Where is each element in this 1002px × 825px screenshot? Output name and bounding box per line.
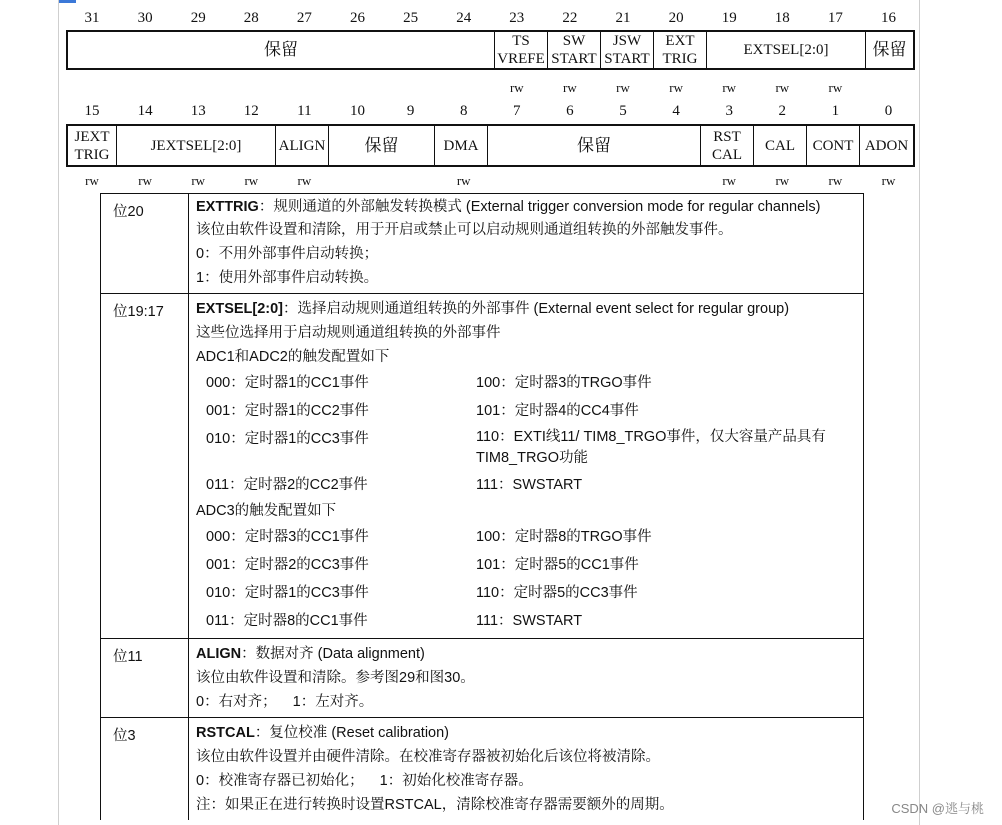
- field-exttrig: EXT TRIG: [653, 32, 706, 68]
- bit-number: 7: [513, 103, 521, 119]
- desc-content: [189, 194, 863, 293]
- desc-field-name: RSTCAL: [196, 725, 255, 741]
- bit-number: 3: [725, 103, 733, 119]
- bit-number: 30: [137, 10, 153, 26]
- bit-number: 5: [619, 103, 627, 119]
- bit-number: 1: [831, 103, 840, 119]
- trigger-option: 100：定时器3的TRGO事件: [476, 375, 652, 391]
- field-rstcal: RST CAL: [700, 126, 753, 165]
- field-swstart: SW START: [547, 32, 600, 68]
- field-reserved-7-4: 保留: [487, 126, 700, 165]
- field-reserved-16: 保留: [865, 32, 913, 68]
- access-rw: rw: [669, 80, 683, 95]
- trigger-option: 000：定时器3的CC1事件: [206, 529, 369, 545]
- desc-text: 0：校准寄存器已初始化； 1：初始化校准寄存器。: [196, 773, 533, 789]
- desc-text: 0：不用外部事件启动转换；: [196, 246, 379, 262]
- register-upper-half: [66, 30, 915, 70]
- bit-number: 16: [881, 10, 896, 26]
- trigger-option: 110：定时器5的CC3事件: [476, 585, 638, 601]
- desc-text: 1：使用外部事件启动转换。: [196, 270, 379, 286]
- bit-number: 27: [296, 10, 312, 26]
- access-rw: rw: [828, 173, 843, 188]
- bit-number: 17: [827, 10, 843, 26]
- desc-row-align: [101, 639, 863, 718]
- desc-row-exttrig: [101, 193, 863, 294]
- access-rw: rw: [722, 173, 737, 188]
- desc-title: ：数据对齐 (Data alignment): [241, 646, 425, 662]
- desc-text: 这些位选择用于启动规则通道组转换的外部事件: [196, 325, 501, 341]
- field-adon: ADON: [859, 126, 913, 165]
- access-rw: rw: [138, 173, 152, 188]
- register-lower-half: [66, 124, 915, 167]
- field-align: ALIGN: [275, 126, 328, 165]
- access-rw: rw: [509, 80, 524, 95]
- field-tsvrefe: TS VREFE: [494, 32, 547, 68]
- trigger-option: 001：定时器1的CC2事件: [206, 403, 369, 419]
- field-dma: DMA: [434, 126, 487, 165]
- trigger-option: 011：定时器8的CC1事件: [206, 613, 368, 629]
- access-rw: rw: [828, 80, 843, 95]
- field-extsel: EXTSEL[2:0]: [706, 32, 865, 68]
- bit-number: 10: [350, 103, 365, 119]
- desc-content: [189, 639, 863, 717]
- desc-bit-label: 位3: [101, 718, 189, 820]
- access-rw: rw: [297, 173, 312, 188]
- field-jextsel: JEXTSEL[2:0]: [116, 126, 275, 165]
- bit-number: 0: [884, 103, 893, 119]
- upper-access-row: [66, 80, 915, 96]
- access-rw: rw: [456, 173, 471, 188]
- access-rw: rw: [563, 80, 577, 95]
- access-rw: rw: [775, 80, 790, 95]
- desc-text: 0：右对齐； 1：左对齐。: [196, 694, 374, 710]
- bit-number: 22: [562, 10, 578, 26]
- field-cal: CAL: [753, 126, 806, 165]
- bit-number: 23: [509, 10, 525, 26]
- bit-number: 26: [350, 10, 365, 26]
- desc-field-name: ALIGN: [196, 646, 242, 662]
- bit-number: 21: [615, 10, 631, 26]
- desc-text: 该位由软件设置和清除。参考图29和图30。: [196, 670, 475, 686]
- bit-number: 2: [778, 103, 787, 119]
- field-reserved-upper: 保留: [264, 40, 298, 59]
- access-rw: rw: [191, 173, 206, 188]
- trigger-option: 010：定时器1的CC3事件: [206, 431, 369, 447]
- desc-text: 该位由软件设置和清除，用于开启或禁止可以启动规则通道组转换的外部触发事件。: [196, 222, 733, 238]
- lower-access-row: [66, 173, 915, 189]
- bit-number: 19: [721, 10, 737, 26]
- bit-number: 28: [243, 10, 259, 26]
- field-reserved-10-9: 保留: [328, 126, 434, 165]
- watermark: CSDN @逃与桃: [891, 801, 984, 816]
- access-rw: rw: [775, 173, 790, 188]
- desc-text: 该位由软件设置并由硬件清除。在校准寄存器被初始化后该位将被清除。: [196, 749, 660, 765]
- upper-bit-numbers: [66, 10, 915, 30]
- adc12-trigger-options: [196, 369, 857, 499]
- bit-number: 25: [403, 10, 419, 26]
- desc-field-name: EXTTRIG: [196, 199, 259, 215]
- desc-title: ：规则通道的外部触发转换模式 (External trigger conversion mode for regular channels): [258, 199, 821, 215]
- desc-text: 注：如果正在进行转换时设置RSTCAL，清除校准寄存器需要额外的周期。: [196, 797, 674, 813]
- trigger-option: 101：定时器4的CC4事件: [476, 403, 639, 419]
- field-jswstart: JSW START: [600, 32, 653, 68]
- bit-number: 15: [84, 103, 100, 119]
- access-rw: rw: [244, 173, 259, 188]
- bit-number: 18: [774, 10, 790, 26]
- trigger-option: 111：SWSTART: [476, 613, 583, 629]
- bit-number: 20: [668, 10, 684, 26]
- bit-number: 29: [190, 10, 206, 26]
- desc-bit-label: 位19:17: [101, 294, 189, 638]
- desc-text: ADC3的触发配置如下: [196, 503, 337, 519]
- trigger-option: 101：定时器5的CC1事件: [476, 557, 639, 573]
- bit-number: 8: [459, 103, 468, 119]
- access-rw: rw: [616, 80, 630, 95]
- trigger-option: 001：定时器2的CC3事件: [206, 557, 369, 573]
- desc-field-name: EXTSEL[2:0]: [196, 301, 284, 317]
- desc-bit-label: 位11: [101, 639, 189, 717]
- desc-row-rstcal: [101, 718, 863, 820]
- trigger-option: 011：定时器2的CC2事件: [206, 477, 368, 493]
- desc-title: ：复位校准 (Reset calibration): [254, 725, 449, 741]
- trigger-option: 110：EXTI线11/ TIM8_TRGO事件，仅大容量产品具有TIM8_TRGO功能: [476, 429, 826, 466]
- bit-number: 31: [84, 10, 100, 26]
- bit-number: 4: [672, 103, 680, 119]
- access-rw: rw: [85, 173, 99, 188]
- field-jexttrig: JEXT TRIG: [74, 128, 110, 163]
- desc-title: ：选择启动规则通道组转换的外部事件 (External event select for regular group): [283, 301, 790, 317]
- desc-content: [189, 718, 863, 820]
- bit-description-table: [100, 193, 864, 820]
- bit-number: 12: [243, 103, 259, 119]
- trigger-option: 010：定时器1的CC3事件: [206, 585, 369, 601]
- bit-number: 9: [406, 103, 415, 119]
- bit-number: 24: [456, 10, 472, 26]
- desc-text: ADC1和ADC2的触发配置如下: [196, 349, 390, 365]
- access-rw: rw: [881, 173, 896, 188]
- bit-number: 6: [566, 103, 574, 119]
- trigger-option: 111：SWSTART: [476, 477, 583, 493]
- bit-number: 13: [190, 103, 206, 119]
- desc-bit-label: 位20: [101, 194, 189, 293]
- adc3-trigger-options: [196, 523, 857, 635]
- desc-content: [189, 294, 863, 638]
- lower-bit-numbers: [66, 103, 915, 123]
- trigger-option: 100：定时器8的TRGO事件: [476, 529, 652, 545]
- field-cont: CONT: [806, 126, 859, 165]
- trigger-option: 000：定时器1的CC1事件: [206, 375, 369, 391]
- bit-number: 11: [297, 103, 312, 119]
- bit-number: 14: [137, 103, 153, 119]
- access-rw: rw: [722, 80, 737, 95]
- desc-row-extsel: [101, 294, 863, 639]
